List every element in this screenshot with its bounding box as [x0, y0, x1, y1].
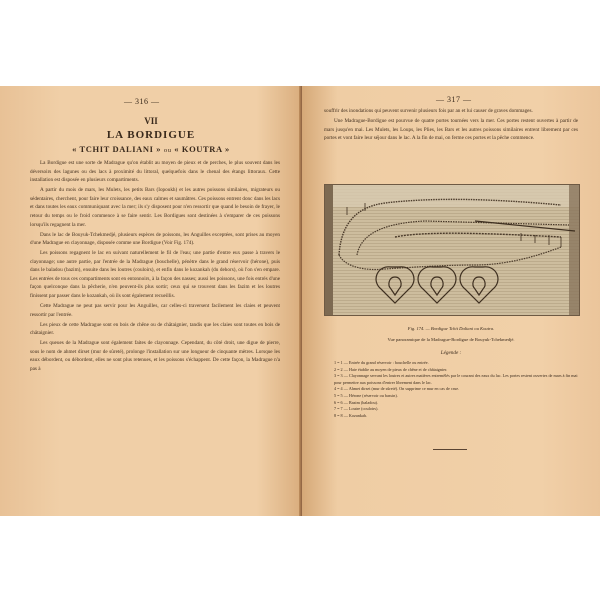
paragraph: Une Madrague-Bordigue est pourvue de quatre portes tournées vers la mer. Ces portes restent ouvertes à partir de mars jusqu'en mai. Les Mulets, les Loups, les Plies, les Bars et les autres poissons similaires entrent librement par ces portes et vont faire leur séjour dans le lac. A la fin de mai, on ferme ces portes et la pêche commence. — [324, 117, 578, 142]
legend-item: 8 = 8 — Kozankah. — [334, 412, 367, 418]
book-spread — [0, 86, 600, 516]
chapter-title: LA BORDIGUE — [106, 129, 196, 141]
bordigue-illustration — [324, 184, 580, 316]
legend-item: 2 = 2 — Haie établie au moyen de pieux de chêne et de châtaignier. — [334, 366, 448, 372]
left-page — [0, 86, 302, 516]
paragraph: A partir du mois de mars, les Mulets, les petits Bars (Iopoukh) et les autres poissons similaires, migrateurs ou sédentaires, cherchent, pour faire leur croissance, des eaux calmes et saumâtres. Ces poissons entrent donc dans les lacs et dans toutes les eaux communiquant avec la mer; ils s'y disposent pour n'en ressortir que quand le besoin de frayer, le retour du temps ou le froid commence à se faire sentir. Les Bordigues sont destinées à s'emparer de ces poissons lorsqu'ils regagnent la mer. — [30, 187, 280, 228]
figure-subcaption: Vue panoramique de la Madrague-Bordigue de Bouyuk-Tchekmedjé. — [387, 337, 515, 342]
bordigue-engraving — [325, 185, 579, 315]
paragraph: Cette Madrague ne peut pas servir pour les Anguilles, car celles-ci traversent facilement les claies et peuvent ressortir par l'entrée. — [30, 303, 280, 318]
right-page — [302, 86, 600, 516]
figure-caption: Fig. 174. — Bordigue Tchit Daliani ou Koutra. — [407, 326, 495, 331]
legend-item: 1 = 1 — Entrée du grand réservoir : bouchelle ou entrée. — [334, 360, 429, 365]
chapter-subtitle — [0, 144, 302, 154]
paragraph: Les pieux de cette Madrague sont en bois de chêne ou de châtaignier, tandis que les claies sont toutes en bois de châtaignier. — [30, 321, 280, 337]
body-text — [30, 159, 280, 375]
subtitle-part-2: « KOUTRA » — [174, 144, 230, 154]
paragraph: souffrir des inondations qui peuvent survenir plusieurs fois par an et lui causer de graves dommages. — [324, 108, 533, 114]
body-text — [324, 107, 578, 144]
end-rule — [433, 449, 467, 450]
legend-item: 4 = 4 — Ahmet dirset (mur de sûreté). On supprime ce mur en cas de crue. — [334, 386, 460, 392]
chapter-number: VII — [144, 116, 158, 126]
legend-item: 5 = 5 — Hérone (réservoir ou bassin). — [334, 392, 398, 398]
page-number: — 316 — — [124, 97, 160, 106]
paragraph: La Bordigue est une sorte de Madrague qu'on établit au moyen de pieux et de perches, le plus souvent dans les déversoirs des lagunes ou des lacs à proximité du littoral, quelquefois dans le chenal des étangs littoraux. Cette installation est disposée en plusieurs compartiments. — [30, 160, 280, 184]
paragraph: Dans le lac de Bouyuk-Tchekmedjé, plusieurs espèces de poissons, les Anguilles exceptées, sont prises au moyen d'une Madrague en clayonnage, disposée comme une Bordigue (Voir Fig. 174). — [30, 231, 280, 247]
legend-item: 7 = 7 — Loutre (couloirs). — [334, 406, 379, 412]
paragraph: Les poissons regagnent le lac en suivant naturellement le fil de l'eau; une partie d'entre eux passe à travers le clayonnage; une autre partie, par l'entrée de la Madrague (bouchelle), pénètre dans le grand réservoir (hérone), puis dans le baladou (bazim), ensuite dans les loutres (couloirs), et enfin dans le kozankah (du dehors), où l'on s'en empare. Les entrées de tous ces compartiments sont en entonnoirs, à la façon des nasses; aussi les poissons, une fois entrés d'une façon quelconque dans la pêcherie, n'en peuvent-ils plus sortir; ceux qui se trouvent dans les fazim et les loutres finissent par passer dans le kozankah, où ils sont également recueillis. — [30, 250, 280, 300]
legend-title: Légende : — [440, 350, 462, 356]
subtitle-or: ou — [163, 147, 172, 154]
page-number: — 317 — — [436, 95, 472, 104]
subtitle-part-1: « TCHIT DALIANI » — [72, 144, 162, 154]
legend-item: 3 = 3 — Clayonnage servant les loutres et autres matières entremêlés par le courant des eaux du lac. Les portes restent ouvertes de mars à fin mai pour permettre aux poissons d'entrer librement dans le lac. — [334, 373, 578, 385]
legend-item: 6 = 6 — Bazim (baladou). — [334, 399, 378, 405]
paragraph: Les queues de la Madrague sont également faites de clayonnage. Cependant, du côté droit, une digue de pierre, sous le nom de ahmet dirset (mur de sûreté), prolonge l'installation sur une longueur de cinquante mètres. Lorsque les eaux débordent, ou débordent, elles ne sont plus retenues, et les poissons s'échappent. De cette façon, la Madrague n'a pas à — [30, 340, 280, 372]
legend-list — [334, 360, 578, 419]
